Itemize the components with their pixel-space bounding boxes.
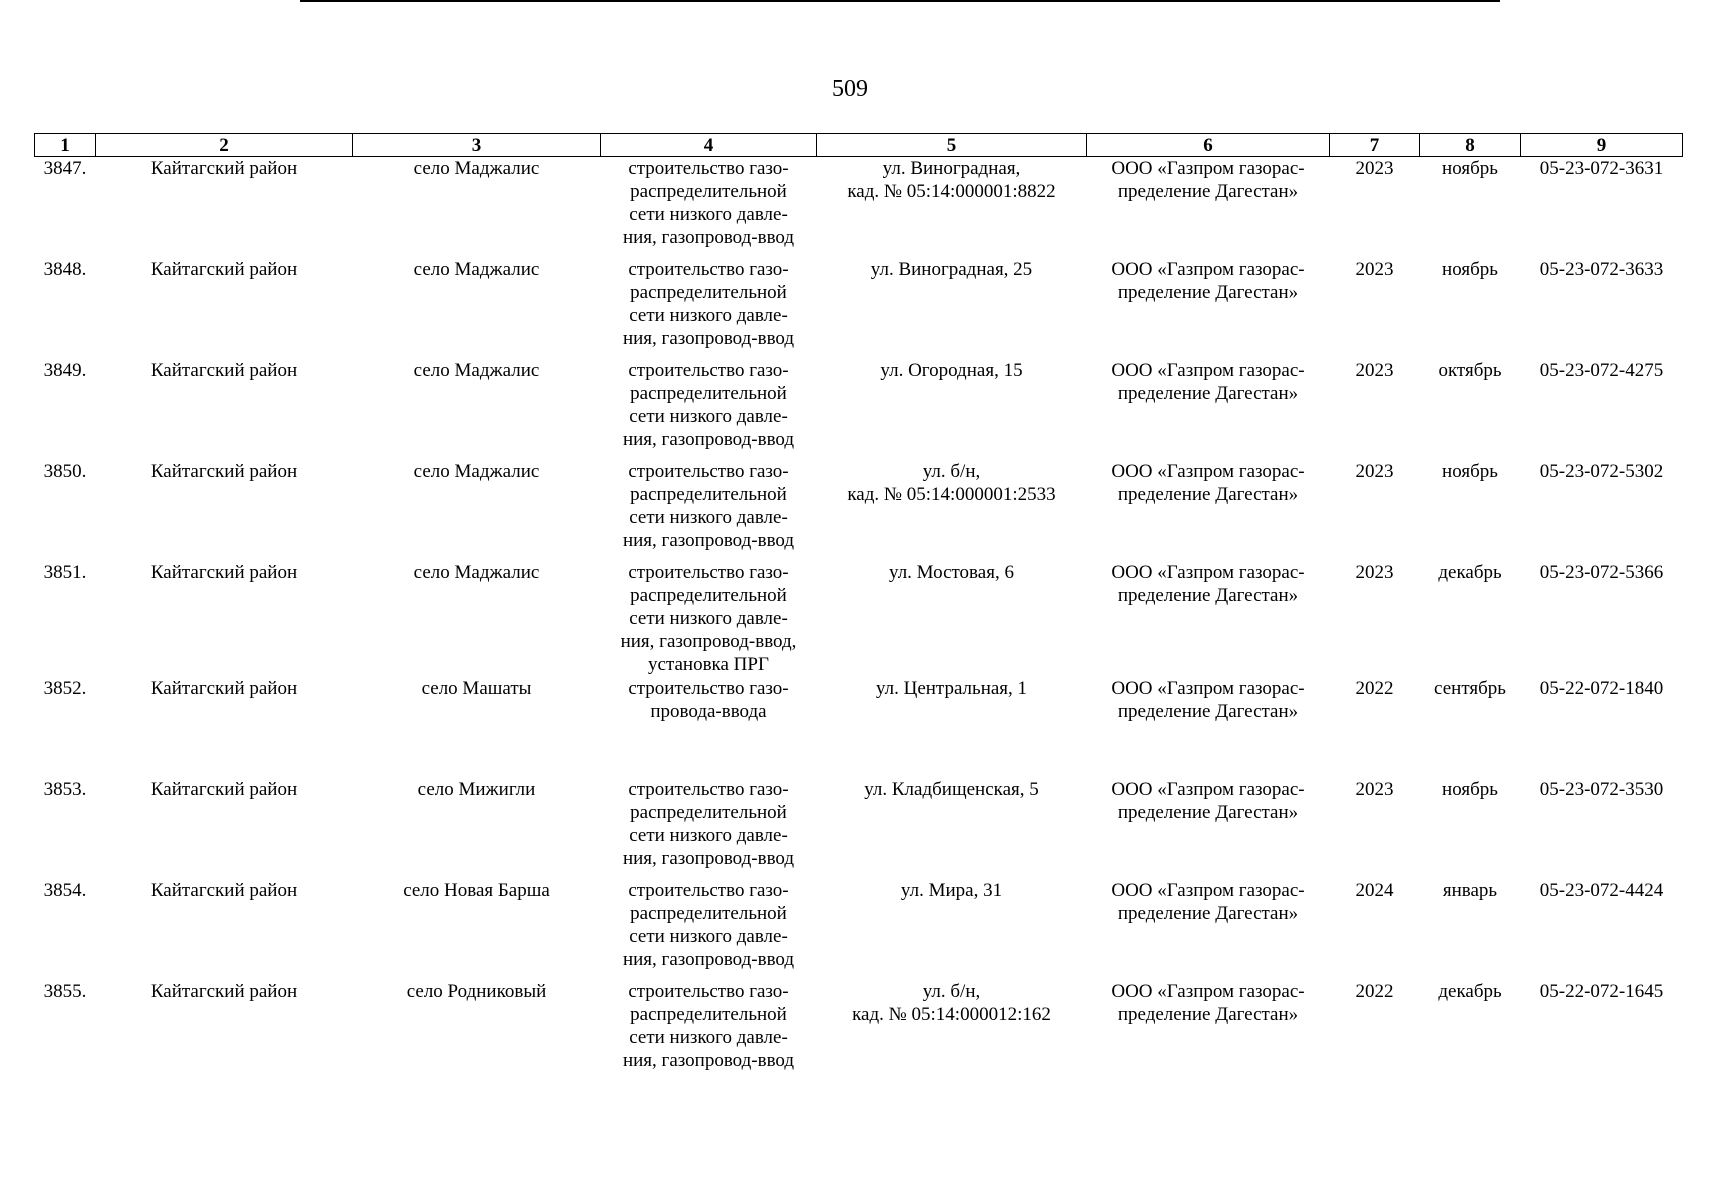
organization-cell [1087, 460, 1330, 561]
row-number-text: 3854. [43, 879, 87, 901]
settlement-cell-text: село Маджалис [413, 460, 540, 482]
code-cell [1521, 561, 1683, 677]
address-cell [817, 677, 1087, 778]
work-description-cell-line: строительство газо- [628, 460, 789, 482]
settlement-cell-text: село Новая Барша [403, 879, 550, 901]
organization-cell-line: пределение Дагестан» [1117, 181, 1299, 202]
month-cell-text: январь [1442, 879, 1498, 901]
district-cell-text: Кайтагский район [150, 158, 298, 179]
work-description-cell-line: установка ПРГ [648, 653, 769, 675]
year-cell-text: 2023 [1355, 258, 1394, 280]
column-header: 5 [817, 134, 1087, 157]
address-cell [817, 879, 1087, 980]
code-cell-text: 05-23-072-4424 [1539, 879, 1664, 901]
table-row [35, 460, 1683, 561]
work-description-cell-line: ния, газопровод-ввод [622, 227, 795, 248]
settlement-cell [353, 677, 601, 778]
work-description-cell [601, 460, 817, 561]
year-cell [1330, 561, 1420, 677]
work-description-cell-line: строительство газо- [628, 879, 789, 901]
table-row [35, 359, 1683, 460]
row-number [35, 677, 96, 778]
work-description-cell-line: провода-ввода [650, 700, 767, 722]
work-description-cell-line: ния, газопровод-ввод [622, 327, 795, 349]
work-description-cell-line: распределительной [630, 801, 787, 823]
work-description-cell-line: строительство газо- [628, 778, 789, 800]
organization-cell-line: ООО «Газпром газорас- [1111, 359, 1305, 381]
year-cell [1330, 460, 1420, 561]
code-cell [1521, 157, 1683, 258]
month-cell [1420, 561, 1521, 677]
district-cell-text: Кайтагский район [150, 258, 298, 280]
month-cell [1420, 258, 1521, 359]
column-header: 4 [601, 134, 817, 157]
district-cell [96, 359, 353, 460]
district-cell [96, 561, 353, 677]
district-cell [96, 778, 353, 879]
district-cell [96, 980, 353, 1081]
year-cell-text: 2024 [1355, 879, 1394, 901]
settlement-cell-text: село Родниковый [406, 980, 547, 1002]
work-description-cell [601, 879, 817, 980]
work-description-cell-line: распределительной [630, 483, 787, 505]
organization-cell-line: пределение Дагестан» [1117, 483, 1299, 505]
column-header: 2 [96, 134, 353, 157]
year-cell [1330, 258, 1420, 359]
table-row [35, 879, 1683, 980]
code-cell-text: 05-23-072-5302 [1539, 460, 1664, 482]
work-description-cell-line: сети низкого давле- [629, 204, 788, 225]
code-cell [1521, 778, 1683, 879]
settlement-cell-text: село Маджалис [413, 158, 540, 179]
organization-cell [1087, 677, 1330, 778]
row-number [35, 258, 96, 359]
year-cell-text: 2023 [1355, 460, 1394, 482]
settlement-cell-text: село Маджалис [413, 258, 540, 280]
organization-cell-line: ООО «Газпром газорас- [1111, 158, 1305, 179]
organization-cell-line: пределение Дагестан» [1117, 382, 1299, 404]
district-cell-text: Кайтагский район [150, 980, 298, 1002]
column-header: 7 [1330, 134, 1420, 157]
address-cell [817, 561, 1087, 677]
work-description-cell [601, 778, 817, 879]
column-header: 6 [1087, 134, 1330, 157]
year-cell [1330, 677, 1420, 778]
district-cell-text: Кайтагский район [150, 359, 298, 381]
address-cell [817, 980, 1087, 1081]
row-number [35, 157, 96, 258]
month-cell-text: сентябрь [1434, 677, 1506, 699]
code-cell [1521, 980, 1683, 1081]
table-row [35, 778, 1683, 879]
organization-cell [1087, 359, 1330, 460]
settlement-cell-text: село Маджалис [413, 561, 540, 583]
code-cell-text: 05-22-072-1645 [1539, 980, 1664, 1002]
work-description-cell-line: сети низкого давле- [629, 1026, 788, 1048]
district-cell [96, 677, 353, 778]
work-description-cell-line: распределительной [630, 181, 787, 202]
row-number [35, 879, 96, 980]
settlement-cell [353, 561, 601, 677]
organization-cell [1087, 879, 1330, 980]
row-number [35, 359, 96, 460]
work-description-cell-line: распределительной [630, 584, 787, 606]
code-cell-text: 05-23-072-4275 [1539, 359, 1664, 381]
organization-cell-line: пределение Дагестан» [1117, 1003, 1299, 1025]
organization-cell-line: ООО «Газпром газорас- [1111, 778, 1305, 800]
settlement-cell [353, 157, 601, 258]
address-cell-line: кад. № 05:14:000012:162 [852, 1003, 1051, 1025]
organization-cell [1087, 561, 1330, 677]
code-cell [1521, 677, 1683, 778]
address-cell [817, 359, 1087, 460]
month-cell [1420, 677, 1521, 778]
row-number-text: 3848. [43, 258, 87, 280]
district-cell [96, 460, 353, 561]
work-description-cell-line: строительство газо- [628, 158, 789, 179]
organization-cell [1087, 778, 1330, 879]
address-cell-line: ул. Мира, 31 [900, 879, 1003, 901]
month-cell-text: декабрь [1438, 561, 1502, 583]
address-cell-line: ул. Огородная, 15 [880, 359, 1023, 381]
year-cell-text: 2022 [1355, 677, 1394, 699]
year-cell-text: 2023 [1355, 778, 1394, 800]
row-number-text: 3850. [43, 460, 87, 482]
month-cell [1420, 980, 1521, 1081]
month-cell-text: ноябрь [1442, 778, 1498, 800]
month-cell [1420, 879, 1521, 980]
month-cell [1420, 157, 1521, 258]
column-header: 3 [353, 134, 601, 157]
district-cell-text: Кайтагский район [150, 677, 298, 699]
year-cell-text: 2022 [1355, 980, 1394, 1002]
work-description-cell [601, 677, 817, 778]
year-cell [1330, 778, 1420, 879]
registry-table [34, 133, 1683, 1081]
address-cell-line: ул. б/н, [922, 460, 981, 482]
settlement-cell-text: село Машаты [421, 677, 532, 699]
settlement-cell [353, 460, 601, 561]
month-cell [1420, 460, 1521, 561]
code-cell-text: 05-22-072-1840 [1539, 677, 1664, 699]
month-cell [1420, 778, 1521, 879]
code-cell-text: 05-23-072-3631 [1539, 158, 1664, 179]
table-row [35, 157, 1683, 258]
column-header: 1 [35, 134, 96, 157]
month-cell-text: октябрь [1438, 359, 1502, 381]
row-number-text: 3847. [43, 158, 87, 179]
work-description-cell-line: строительство газо- [628, 561, 789, 583]
work-description-cell-line: сети низкого давле- [629, 304, 788, 326]
column-header: 9 [1521, 134, 1683, 157]
work-description-cell-line: ния, газопровод-ввод [622, 847, 795, 869]
row-number-text: 3852. [43, 677, 87, 699]
organization-cell-line: ООО «Газпром газорас- [1111, 561, 1305, 583]
settlement-cell [353, 879, 601, 980]
settlement-cell [353, 258, 601, 359]
work-description-cell-line: распределительной [630, 1003, 787, 1025]
organization-cell [1087, 157, 1330, 258]
top-border-line [300, 0, 1500, 2]
row-number-text: 3855. [43, 980, 87, 1002]
organization-cell [1087, 258, 1330, 359]
work-description-cell [601, 561, 817, 677]
work-description-cell-line: ния, газопровод-ввод [622, 428, 795, 450]
month-cell-text: декабрь [1438, 980, 1502, 1002]
district-cell-text: Кайтагский район [150, 879, 298, 901]
organization-cell [1087, 980, 1330, 1081]
row-number-text: 3851. [43, 561, 87, 583]
work-description-cell-line: распределительной [630, 382, 787, 404]
work-description-cell [601, 157, 817, 258]
work-description-cell-line: распределительной [630, 281, 787, 303]
address-cell-line: ул. Виноградная, [882, 158, 1021, 179]
month-cell-text: ноябрь [1442, 258, 1498, 280]
year-cell-text: 2023 [1355, 158, 1394, 179]
district-cell-text: Кайтагский район [150, 778, 298, 800]
settlement-cell-text: село Мижигли [417, 778, 536, 800]
work-description-cell-line: сети низкого давле- [629, 506, 788, 528]
work-description-cell-line: сети низкого давле- [629, 925, 788, 947]
address-cell-line: ул. Кладбищенская, 5 [864, 778, 1039, 800]
code-cell-text: 05-23-072-5366 [1539, 561, 1664, 583]
month-cell-text: ноябрь [1442, 460, 1498, 482]
work-description-cell-line: ния, газопровод-ввод, [620, 630, 797, 652]
table-row [35, 980, 1683, 1081]
work-description-cell-line: сети низкого давле- [629, 824, 788, 846]
work-description-cell [601, 980, 817, 1081]
code-cell-text: 05-23-072-3530 [1539, 778, 1664, 800]
page-number: 509 [832, 76, 868, 102]
work-description-cell-line: строительство газо- [628, 258, 789, 280]
code-cell [1521, 258, 1683, 359]
work-description-cell [601, 359, 817, 460]
settlement-cell-text: село Маджалис [413, 359, 540, 381]
row-number [35, 561, 96, 677]
address-cell [817, 258, 1087, 359]
organization-cell-line: ООО «Газпром газорас- [1111, 980, 1305, 1002]
work-description-cell-line: ния, газопровод-ввод [622, 948, 795, 970]
address-cell-line: кад. № 05:14:000001:2533 [847, 483, 1056, 505]
address-cell [817, 778, 1087, 879]
row-number-text: 3853. [43, 778, 87, 800]
address-cell [817, 460, 1087, 561]
month-cell-text: ноябрь [1442, 158, 1498, 179]
organization-cell-line: пределение Дагестан» [1117, 801, 1299, 823]
address-cell-line: ул. Центральная, 1 [875, 677, 1028, 699]
organization-cell-line: пределение Дагестан» [1117, 902, 1299, 924]
address-cell-line: ул. Мостовая, 6 [889, 561, 1014, 583]
registry-rows [35, 157, 1683, 1081]
work-description-cell-line: сети низкого давле- [629, 405, 788, 427]
year-cell [1330, 980, 1420, 1081]
organization-cell-line: ООО «Газпром газорас- [1111, 460, 1305, 482]
row-number [35, 778, 96, 879]
code-cell [1521, 359, 1683, 460]
month-cell [1420, 359, 1521, 460]
year-cell-text: 2023 [1355, 561, 1394, 583]
work-description-cell [601, 258, 817, 359]
organization-cell-line: пределение Дагестан» [1117, 700, 1299, 722]
row-number-text: 3849. [43, 359, 87, 381]
district-cell-text: Кайтагский район [150, 460, 298, 482]
code-cell-text: 05-23-072-3633 [1539, 258, 1664, 280]
address-cell [817, 157, 1087, 258]
district-cell-text: Кайтагский район [150, 561, 298, 583]
settlement-cell [353, 980, 601, 1081]
district-cell [96, 879, 353, 980]
address-cell-line: кад. № 05:14:000001:8822 [847, 181, 1056, 202]
column-header: 8 [1420, 134, 1521, 157]
organization-cell-line: ООО «Газпром газорас- [1111, 677, 1305, 699]
row-number [35, 460, 96, 561]
work-description-cell-line: ния, газопровод-ввод [622, 1049, 795, 1071]
district-cell [96, 258, 353, 359]
work-description-cell-line: ния, газопровод-ввод [622, 529, 795, 551]
work-description-cell-line: строительство газо- [628, 677, 789, 699]
organization-cell-line: ООО «Газпром газорас- [1111, 258, 1305, 280]
settlement-cell [353, 778, 601, 879]
table-row [35, 561, 1683, 677]
work-description-cell-line: сети низкого давле- [629, 607, 788, 629]
year-cell [1330, 879, 1420, 980]
table-row [35, 258, 1683, 359]
code-cell [1521, 879, 1683, 980]
code-cell [1521, 460, 1683, 561]
year-cell [1330, 359, 1420, 460]
district-cell [96, 157, 353, 258]
year-cell-text: 2023 [1355, 359, 1394, 381]
organization-cell-line: пределение Дагестан» [1117, 281, 1299, 303]
row-number [35, 980, 96, 1081]
work-description-cell-line: строительство газо- [628, 359, 789, 381]
work-description-cell-line: строительство газо- [628, 980, 789, 1002]
column-number-header-row [35, 134, 1683, 157]
table-row [35, 677, 1683, 778]
address-cell-line: ул. Виноградная, 25 [870, 258, 1033, 280]
organization-cell-line: пределение Дагестан» [1117, 584, 1299, 606]
work-description-cell-line: распределительной [630, 902, 787, 924]
year-cell [1330, 157, 1420, 258]
settlement-cell [353, 359, 601, 460]
organization-cell-line: ООО «Газпром газорас- [1111, 879, 1305, 901]
address-cell-line: ул. б/н, [922, 980, 981, 1002]
